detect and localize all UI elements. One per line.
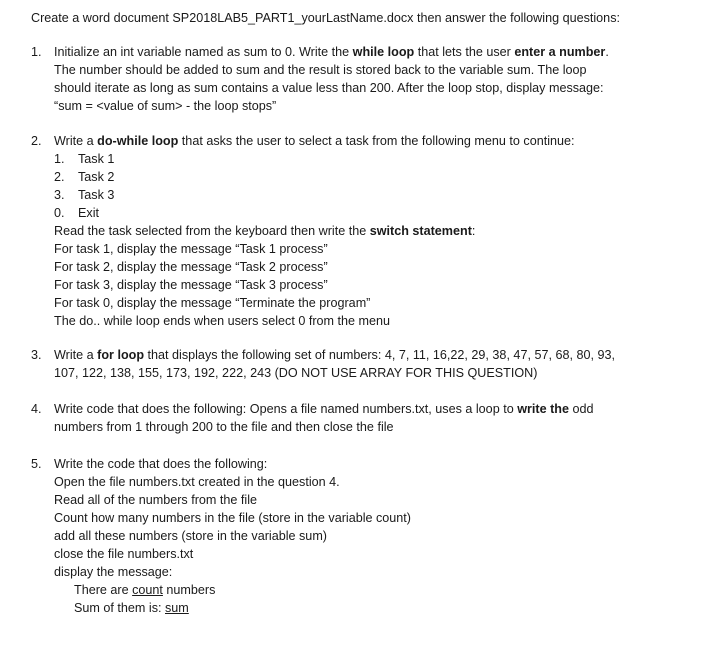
question-1 <box>31 43 691 115</box>
underlined-text: count <box>132 583 163 597</box>
text: . <box>605 45 609 59</box>
bold-text: do-while loop <box>97 134 179 148</box>
q2-task2-line: For task 2, display the message “Task 2 process” <box>54 260 328 274</box>
question-body <box>54 346 691 382</box>
q1-line-2: The number should be added to sum and the result is stored back to the variable sum. The loop <box>54 63 587 77</box>
menu-item-number: 2. <box>54 170 65 184</box>
text: that asks the user to select a task from the following menu to continue: <box>178 134 575 148</box>
q5-line-7: display the message: <box>54 565 173 579</box>
menu-item-label: Exit <box>78 206 99 220</box>
question-3 <box>31 346 691 382</box>
q3-line-1 <box>54 346 691 364</box>
bold-text: while loop <box>352 45 415 59</box>
question-body <box>54 132 691 330</box>
question-body <box>54 400 691 436</box>
text: that lets the user <box>414 45 515 59</box>
q5-line-6: close the file numbers.txt <box>54 547 194 561</box>
text: Write a <box>54 348 98 362</box>
question-5 <box>31 455 691 617</box>
menu-item-label: Task 1 <box>78 152 115 166</box>
menu-item-number: 0. <box>54 206 65 220</box>
q4-line-2: numbers from 1 through 200 to the file and then close the file <box>54 420 394 434</box>
question-number: 3. <box>31 348 42 362</box>
question-2 <box>31 132 691 330</box>
q5-message-count <box>54 581 691 599</box>
bold-text: for loop <box>97 348 145 362</box>
underlined-text: sum <box>165 601 189 615</box>
text: Initialize an int variable named as sum to 0. Write the <box>54 45 353 59</box>
question-number: 2. <box>31 134 42 148</box>
q1-line-3: should iterate as long as sum contains a value less than 200. After the loop stop, display message: <box>54 81 604 95</box>
menu-item <box>54 150 691 168</box>
q5-line-5: add all these numbers (store in the variable sum) <box>54 529 327 543</box>
menu-item-number: 3. <box>54 188 65 202</box>
menu-item-label: Task 3 <box>78 188 115 202</box>
text: Write code that does the following: Opens a file named numbers.txt, uses a loop to <box>54 402 518 416</box>
question-4 <box>31 400 691 436</box>
q5-line-1: Write the code that does the following: <box>54 457 268 471</box>
text: There are <box>74 583 133 597</box>
question-number: 5. <box>31 457 42 471</box>
text: : <box>471 224 476 238</box>
text: numbers <box>162 583 216 597</box>
q2-line-1 <box>54 132 691 150</box>
question-number: 1. <box>31 45 42 59</box>
q1-line-4: “sum = <value of sum> - the loop stops” <box>54 99 277 113</box>
text: Read the task selected from the keyboard then write the <box>54 224 370 238</box>
question-body <box>54 455 691 617</box>
text: Write a <box>54 134 98 148</box>
q3-line-2: 107, 122, 138, 155, 173, 192, 222, 243 (DO NOT USE ARRAY FOR THIS QUESTION) <box>54 366 538 380</box>
q2-end-line: The do.. while loop ends when users select 0 from the menu <box>54 314 391 328</box>
q2-task0-line: For task 0, display the message “Terminate the program” <box>54 296 371 310</box>
bold-text: enter a number <box>514 45 606 59</box>
text: Sum of them is: <box>74 601 165 615</box>
text: that displays the following set of numbers: 4, 7, 11, 16,22, 29, 38, 47, 57, 68, 80, 93, <box>144 348 615 362</box>
q5-message-sum <box>54 599 691 617</box>
bold-text: write the <box>517 402 569 416</box>
menu-item <box>54 186 691 204</box>
menu-item <box>54 204 691 222</box>
bold-text: switch statement <box>369 224 472 238</box>
q5-line-2: Open the file numbers.txt created in the question 4. <box>54 475 340 489</box>
q5-line-3: Read all of the numbers from the file <box>54 493 258 507</box>
question-body <box>54 43 691 115</box>
q2-task3-line: For task 3, display the message “Task 3 process” <box>54 278 328 292</box>
menu-item-label: Task 2 <box>78 170 115 184</box>
question-number: 4. <box>31 402 42 416</box>
menu-item <box>54 168 691 186</box>
q4-line-1 <box>54 400 691 418</box>
text: odd <box>569 402 594 416</box>
intro-text: Create a word document SP2018LAB5_PART1_yourLastName.docx then answer the following questions: <box>31 11 620 25</box>
menu-item-number: 1. <box>54 152 65 166</box>
q2-read-line <box>54 222 691 240</box>
q1-line-1 <box>54 43 691 61</box>
q2-task1-line: For task 1, display the message “Task 1 process” <box>54 242 328 256</box>
q5-line-4: Count how many numbers in the file (store in the variable count) <box>54 511 412 525</box>
